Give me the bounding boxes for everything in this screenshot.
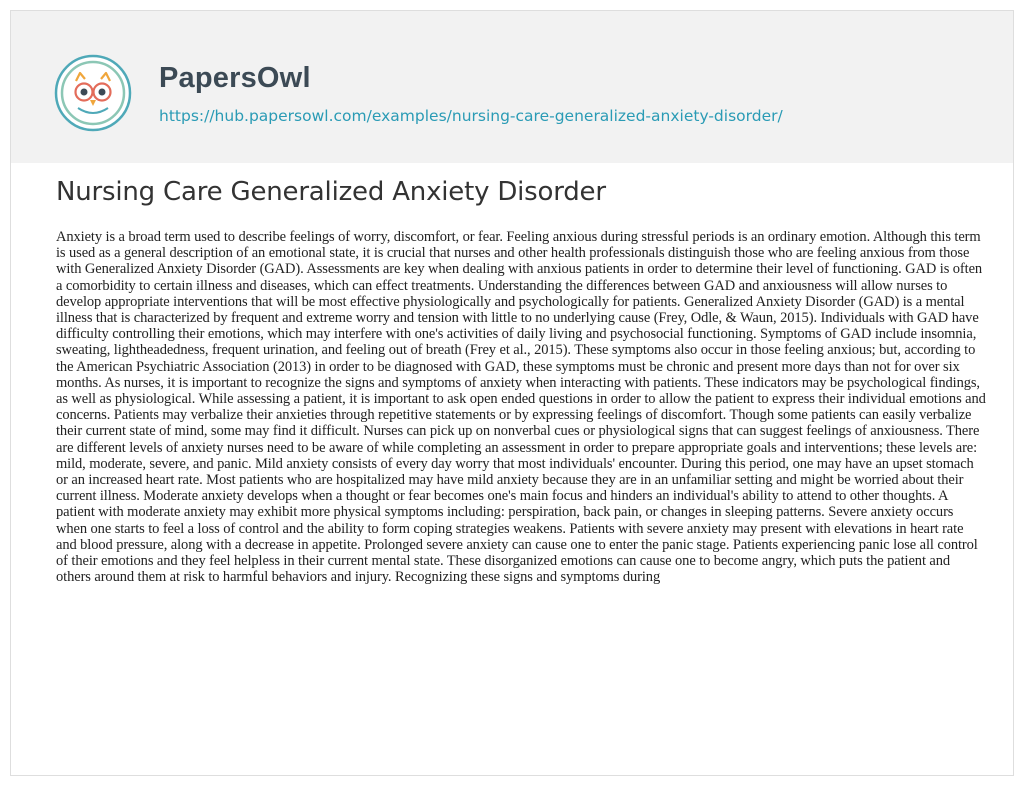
source-url-link[interactable]: https://hub.papersowl.com/examples/nursing-care-generalized-anxiety-disorder/	[159, 107, 783, 125]
header-banner	[11, 11, 1013, 163]
document-page	[10, 10, 1014, 776]
owl-logo-icon	[54, 54, 132, 132]
article-title: Nursing Care Generalized Anxiety Disorder	[56, 177, 606, 207]
article-body: Anxiety is a broad term used to describe feelings of worry, discomfort, or fear. Feeling anxious during stressful periods is an ordinary emotion. Although this term is used as a general description of an emotional state, it is crucial that nurses and other health professionals distinguish those who are feeling anxious from those with Generalized Anxiety Disorder (GAD). Assessments are key when dealing with anxious patients in order to determine their level of functioning. GAD is often a comorbidity to certain illness and diseases, which can effect treatments. Understanding the differences between GAD and anxiousness will allow nurses to develop appropriate interventions that will be most effective physiologically and psychologically for patients. Generalized Anxiety Disorder (GAD) is a mental illness that is characterized by frequent and extreme worry and tension with little to no underlying cause (Frey, Odle, & Waun, 2015). Individuals with GAD have difficulty controlling their emotions, which may interfere with one's activities of daily living and psychosocial functioning. Symptoms of GAD include insomnia, sweating, lightheadedness, frequent urination, and feeling out of breath (Frey et al., 2015). These symptoms also occur in those feeling anxious; but, according to the American Psychiatric Association (2013) in order to be diagnosed with GAD, these symptoms must be chronic and present more days than not for over six months. As nurses, it is important to recognize the signs and symptoms of anxiety when interacting with patients. These indicators may be psychological findings, as well as physiological. While assessing a patient, it is important to ask open ended questions in order to allow the patient to express their individual emotions and concerns. Patients may verbalize their anxieties through repetitive statements or by expressing feelings of discomfort. Though some patients can easily verbalize their current state of mind, some may find it difficult. Nurses can pick up on nonverbal cues or physiological signs that can suggest feelings of anxiousness. There are different levels of anxiety nurses need to be aware of while completing an assessment in order to prepare appropriate goals and interventions; these levels are: mild, moderate, severe, and panic. Mild anxiety consists of every day worry that most individuals' encounter. During this period, one may have an upset stomach or an increased heart rate. Most patients who are hospitalized may have mild anxiety because they are in an unfamiliar setting and might be worried about their current illness. Moderate anxiety develops when a thought or fear becomes one's main focus and hinders an individual's ability to attend to other thoughts. A patient with moderate anxiety may exhibit more physical symptoms including: perspiration, back pain, or changes in sleeping patterns. Severe anxiety occurs when one starts to feel a loss of control and the ability to form coping strategies weakens. Patients with severe anxiety may present with elevations in heart rate and blood pressure, along with a decrease in appetite. Prolonged severe anxiety can cause one to enter the panic stage. Patients experiencing panic lose all control of their emotions and they feel helpless in their current mental state. These disorganized emotions can cause one to become angry, which puts the patient and others around them at risk to harmful behaviors and injury. Recognizing these signs and symptoms during	[56, 229, 986, 586]
brand-name: PapersOwl	[159, 62, 311, 94]
